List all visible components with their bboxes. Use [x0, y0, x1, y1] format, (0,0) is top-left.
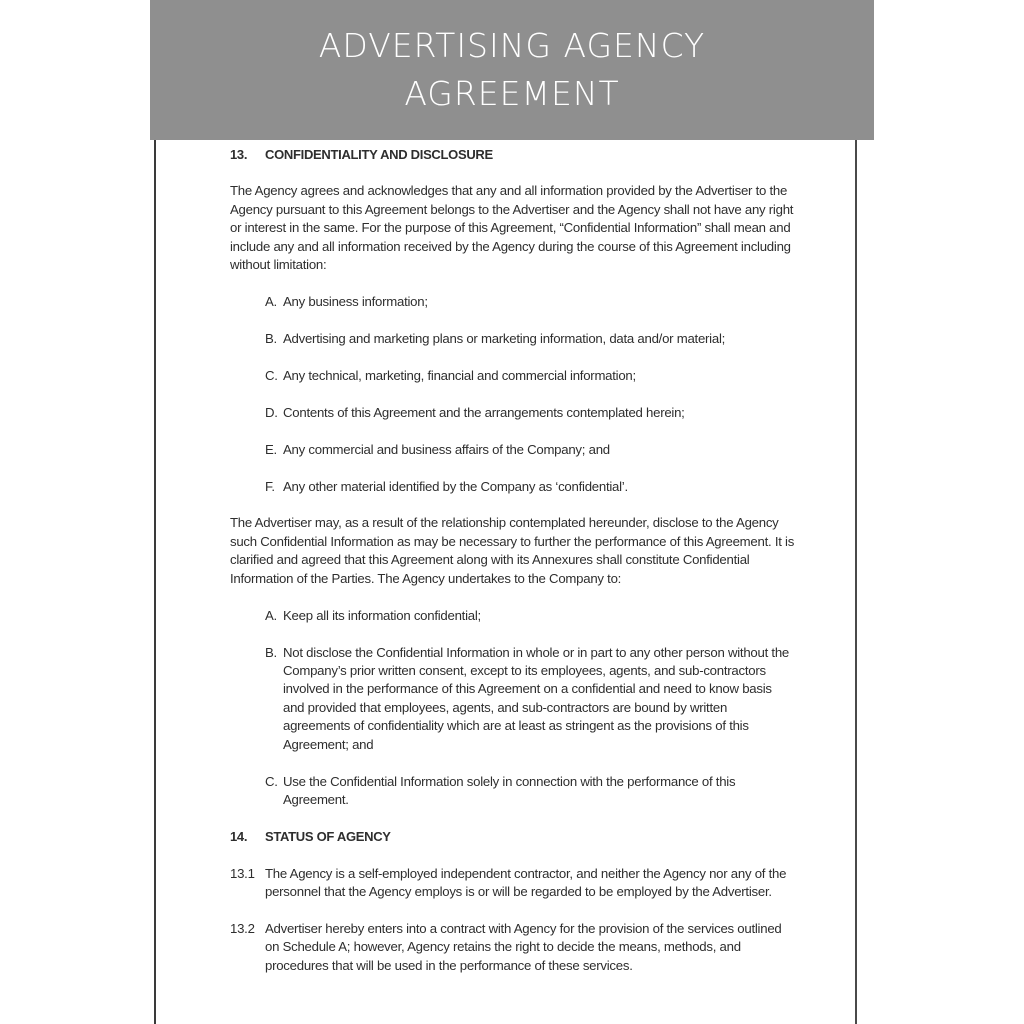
disclosure-paragraph: The Advertiser may, as a result of the relationship contemplated hereunder, disclose to the Agency such Confidential Information as may be necessary to further the performance of this Agreement. It is clarified and agreed that this Agreement along with its Annexures shall constitute Confidential Information of the Parties. The Agency undertakes to the Company to:	[230, 515, 795, 586]
section-title: STATUS OF AGENCY	[265, 828, 391, 844]
document-content	[230, 146, 795, 975]
section-14-heading	[230, 828, 795, 846]
list-item: F. Any other material identified by the Company as ‘confidential’.	[265, 479, 628, 495]
section-13-heading	[230, 146, 795, 164]
confidentiality-intro: The Agency agrees and acknowledges that any and all information provided by the Advertiser to the Agency pursuant to this Agreement belongs to the Advertiser and the Agency shall not have any right or interest in the same. For the purpose of this Agreement, “Confidential Information” shall mean and include any and all information received by the Agency during the course of this Agreement including without limitation:	[230, 183, 794, 273]
list-item: C. Use the Confidential Information solely in connection with the performance of this Agreement.	[265, 773, 736, 808]
title-banner	[150, 0, 874, 140]
section-title: CONFIDENTIALITY AND DISCLOSURE	[265, 147, 493, 162]
list-item: E. Any commercial and business affairs of the Company; and	[265, 442, 610, 458]
confidential-info-list	[230, 293, 795, 496]
section-number: 14.	[230, 828, 248, 844]
list-item: A. Keep all its information confidential;	[265, 607, 481, 623]
banner-title-line-1: ADVERTISING AGENCY	[318, 26, 706, 65]
clause-13-1: 13.1 The Agency is a self-employed independent contractor, and neither the Agency nor any of the personnel that the Agency employs is or will be regarded to be employed by the Advertiser.	[230, 865, 787, 899]
list-item: D. Contents of this Agreement and the arrangements contemplated herein;	[265, 405, 685, 421]
banner-title-line-2: AGREEMENT	[404, 74, 620, 113]
undertakings-list	[230, 607, 795, 810]
list-item: A. Any business information;	[265, 294, 428, 310]
section-number: 13.	[230, 147, 248, 162]
list-item: B. Advertising and marketing plans or marketing information, data and/or material;	[265, 331, 726, 347]
list-item: C. Any technical, marketing, financial and commercial information;	[265, 368, 636, 384]
clause-13-2: 13.2 Advertiser hereby enters into a contract with Agency for the provision of the services outlined on Schedule A; however, Agency retains the right to decide the means, methods, and procedures that will be used in the performance of these services.	[230, 920, 782, 973]
list-item: B. Not disclose the Confidential Information in whole or in part to any other person without the Company’s prior written consent, except to its employees, agents, and sub-contractors involved in the performance of this Agreement on a confidential and need to know basis and provided that employees, agents, and sub-contractors are bound by written agreements of confidentiality which are at least as stringent as the provisions of this Agreement; and	[265, 644, 790, 752]
